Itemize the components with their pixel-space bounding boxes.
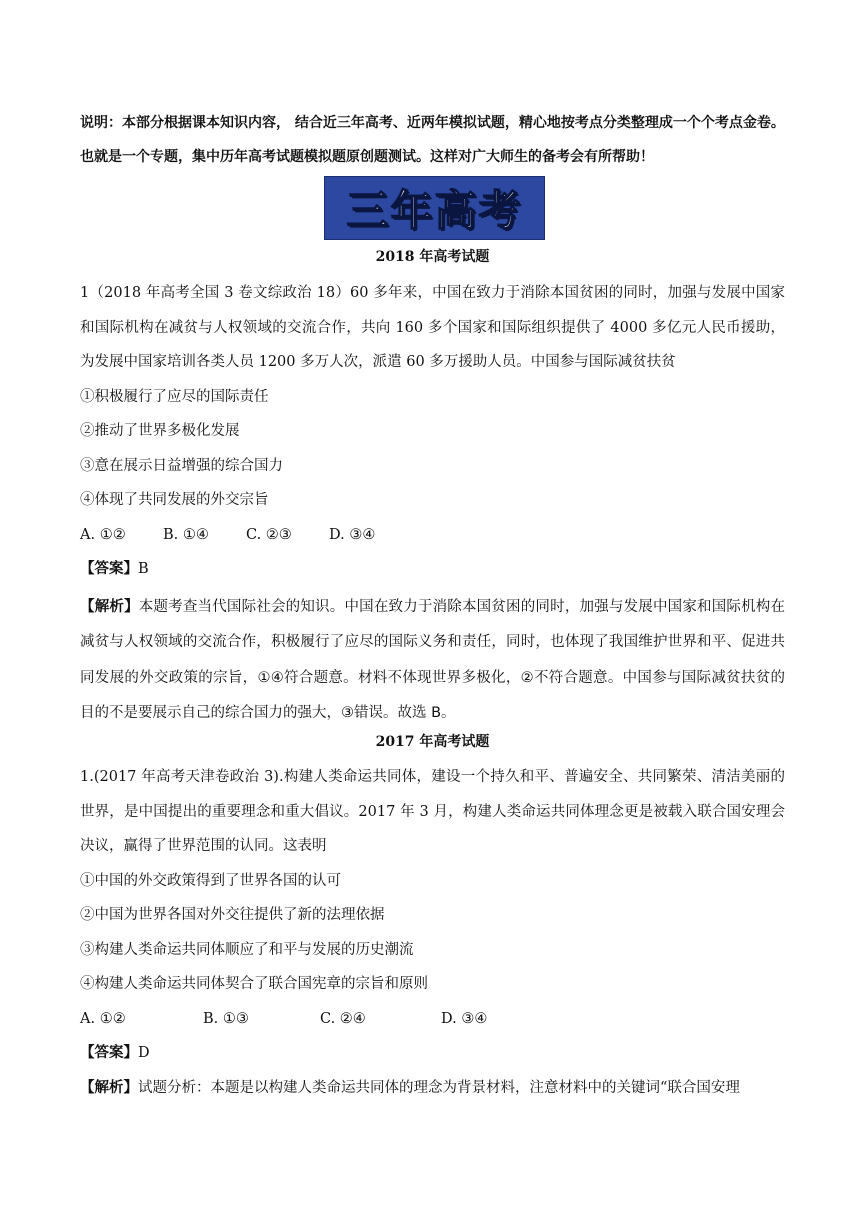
question-2018 [80,276,785,732]
answer-label: 【答案】 [80,561,138,577]
choice-a: A. ①② [80,1010,126,1027]
answer-row [80,552,785,587]
analysis-label: 【解析】 [80,598,139,615]
option-1: ①积极履行了应尽的国际责任 [80,388,269,405]
section-title-2017: 2017 年高考试题 [375,734,490,750]
option-3: ③构建人类命运共同体顺应了和平与发展的历史潮流 [80,941,414,958]
answer-value: B [138,561,149,577]
option-1: ①中国的外交政策得到了世界各国的认可 [80,872,341,889]
option-4: ④构建人类命运共同体契合了联合国宪章的宗旨和原则 [80,976,428,992]
question-2017 [80,760,785,1105]
section-title-2018: 2018 年高考试题 [375,249,490,265]
answer-value: D [138,1045,150,1061]
analysis-label: 【解析】 [80,1079,138,1096]
answer-label: 【答案】 [80,1045,138,1061]
choice-d: D. ③④ [329,526,376,543]
choice-row [80,518,785,553]
analysis-text: 试题分析：本题是以构建人类命运共同体的理念为背景材料，注意材料中的关键词“联合国安理 [138,1079,740,1096]
option-4: ④体现了共同发展的外交宗旨 [80,492,269,508]
question-stem: 1.(2017 年高考天津卷政治 3).构建人类命运共同体，建设一个持久和平、普遍安全、共同繁荣、清洁美丽的世界，是中国提出的重要理念和重大倡议。2017 年 3 月，构建人类命运共同体理念更是被载入联合国安理会决议，赢得了世界范围的认同。这表明 [80,769,785,854]
choice-d: D. ③④ [441,1010,488,1027]
question-stem: 1（2018 年高考全国 3 卷文综政治 18）60 多年来，中国在致力于消除本国贫困的同时，加强与发展中国家和国际机构在减贫与人权领域的交流合作，共向 160 多个国家和国际组织提供了 4000 多亿元人民币援助，为发展中国家培训各类人员 1200 多万人次，派遣 60 多万援助人员。中国参与国际减贫扶贫 [80,285,785,370]
answer-row [80,1036,785,1071]
analysis-2017 [80,1071,785,1106]
banner-text: 三年高考 [346,186,523,235]
choice-b: B. ①④ [163,526,209,543]
analysis-text: 本题考查当代国际社会的知识。中国在致力于消除本国贫困的同时，加强与发展中国家和国际机构在减贫与人权领域的交流合作，积极履行了应尽的国际义务和责任，同时，也体现了我国维护世界和平、促进共同发展的外交政策的宗旨，①④符合题意。材料不体现世界多极化，②不符合题意。中国参与国际减贫扶贫的目的不是要展示自己的综合国力的强大，③错误。故选 B。 [80,598,785,721]
option-3: ③意在展示日益增强的综合国力 [80,457,283,474]
option-2: ②推动了世界多极化发展 [80,423,240,439]
option-2: ②中国为世界各国对外交往提供了新的法理依据 [80,907,385,923]
analysis-2018 [80,590,785,732]
banner-three-year-exam [324,176,545,240]
choice-b: B. ①③ [203,1010,249,1027]
choice-a: A. ①② [80,526,126,543]
choice-c: C. ②③ [246,526,292,543]
choice-row [80,1002,785,1037]
choice-c: C. ②④ [320,1010,366,1027]
intro-note: 说明：本部分根据课本知识内容， 结合近三年高考、近两年模拟试题，精心地按考点分类整理成一个个考点金卷。也就是一个专题，集中历年高考试题模拟题原创题测试。这样对广大师生的备考会有所帮助！ [80,115,785,165]
